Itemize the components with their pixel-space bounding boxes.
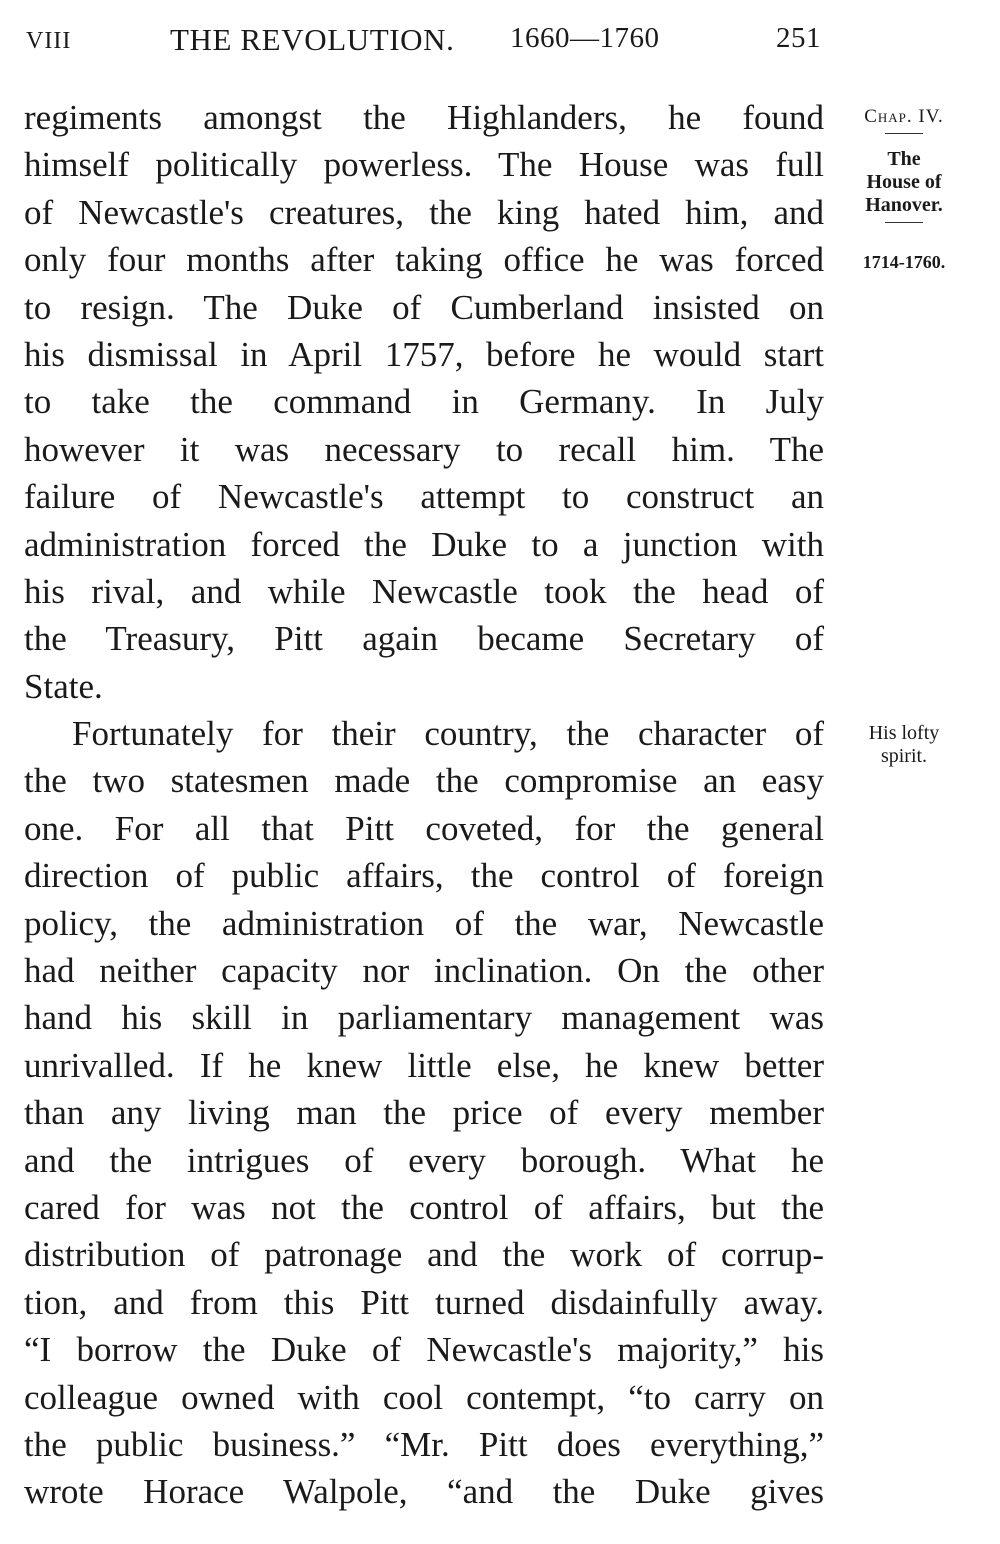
text-line: himself politically powerless. The House was full bbox=[24, 145, 824, 185]
margin-note-house bbox=[842, 148, 966, 226]
text-line: distribution of patronage and the work of corrup- bbox=[24, 1235, 824, 1275]
text-line: however it was necessary to recall him. The bbox=[24, 429, 824, 469]
text-line: State. bbox=[24, 666, 103, 706]
text-line: and the intrigues of every borough. What he bbox=[24, 1140, 824, 1180]
running-head-dates: 1660—1760 bbox=[510, 22, 660, 54]
margin-note-dates: 1714-1760. bbox=[862, 252, 946, 272]
text-line: to resign. The Duke of Cumberland insisted on bbox=[24, 287, 824, 327]
margin-rule bbox=[885, 133, 923, 134]
margin-note-chapter-label: Chap. IV. bbox=[864, 106, 944, 127]
text-line: the public business.” “Mr. Pitt does everything,” bbox=[24, 1424, 824, 1464]
text-line: direction of public affairs, the control of foreign bbox=[24, 856, 824, 896]
text-line: colleague owned with cool contempt, “to carry on bbox=[24, 1377, 824, 1417]
margin-note-house-line: The bbox=[887, 148, 921, 170]
paragraph-start-line: Fortunately for their country, the character of bbox=[72, 714, 824, 754]
text-line: cared for was not the control of affairs, but the bbox=[24, 1187, 824, 1227]
text-line: to take the command in Germany. In July bbox=[24, 382, 824, 422]
page-number: 251 bbox=[776, 22, 821, 54]
text-line: of Newcastle's creatures, the king hated him, and bbox=[24, 192, 824, 232]
margin-note-spirit-line: His lofty bbox=[868, 722, 940, 744]
text-line: hand his skill in parliamentary management was bbox=[24, 998, 824, 1038]
text-line: one. For all that Pitt coveted, for the general bbox=[24, 808, 824, 848]
text-line: administration forced the Duke to a junction with bbox=[24, 524, 824, 564]
text-line: policy, the administration of the war, Newcastle bbox=[24, 903, 824, 943]
text-line: the two statesmen made the compromise an easy bbox=[24, 761, 824, 801]
text-line: his dismissal in April 1757, before he would start bbox=[24, 334, 824, 374]
margin-rule bbox=[885, 222, 923, 223]
text-line: “I borrow the Duke of Newcastle's majority,” his bbox=[24, 1330, 824, 1370]
text-line: unrivalled. If he knew little else, he knew better bbox=[24, 1045, 824, 1085]
text-line: than any living man the price of every member bbox=[24, 1093, 824, 1133]
body-text bbox=[24, 94, 824, 1516]
margin-note-chapter bbox=[842, 106, 966, 137]
margin-note-house-line: Hanover. bbox=[865, 194, 943, 216]
running-head-chapter: VIII bbox=[26, 28, 72, 54]
text-line: his rival, and while Newcastle took the head of bbox=[24, 571, 824, 611]
running-head-title: THE REVOLUTION. bbox=[170, 22, 455, 57]
text-line: the Treasury, Pitt again became Secretary of bbox=[24, 619, 824, 659]
margin-note-spirit-line: spirit. bbox=[880, 745, 928, 767]
text-line: only four months after taking office he was forced bbox=[24, 240, 824, 280]
text-line: had neither capacity nor inclination. On the other bbox=[24, 951, 824, 991]
text-line: regiments amongst the Highlanders, he found bbox=[24, 98, 824, 137]
margin-note-spirit bbox=[842, 722, 966, 768]
text-line: tion, and from this Pitt turned disdainfully away. bbox=[24, 1282, 824, 1322]
text-line: wrote Horace Walpole, “and the Duke gives bbox=[24, 1472, 824, 1512]
margin-note-house-line: House of bbox=[866, 171, 942, 193]
text-line: failure of Newcastle's attempt to construct an bbox=[24, 477, 824, 517]
running-head bbox=[24, 22, 824, 66]
